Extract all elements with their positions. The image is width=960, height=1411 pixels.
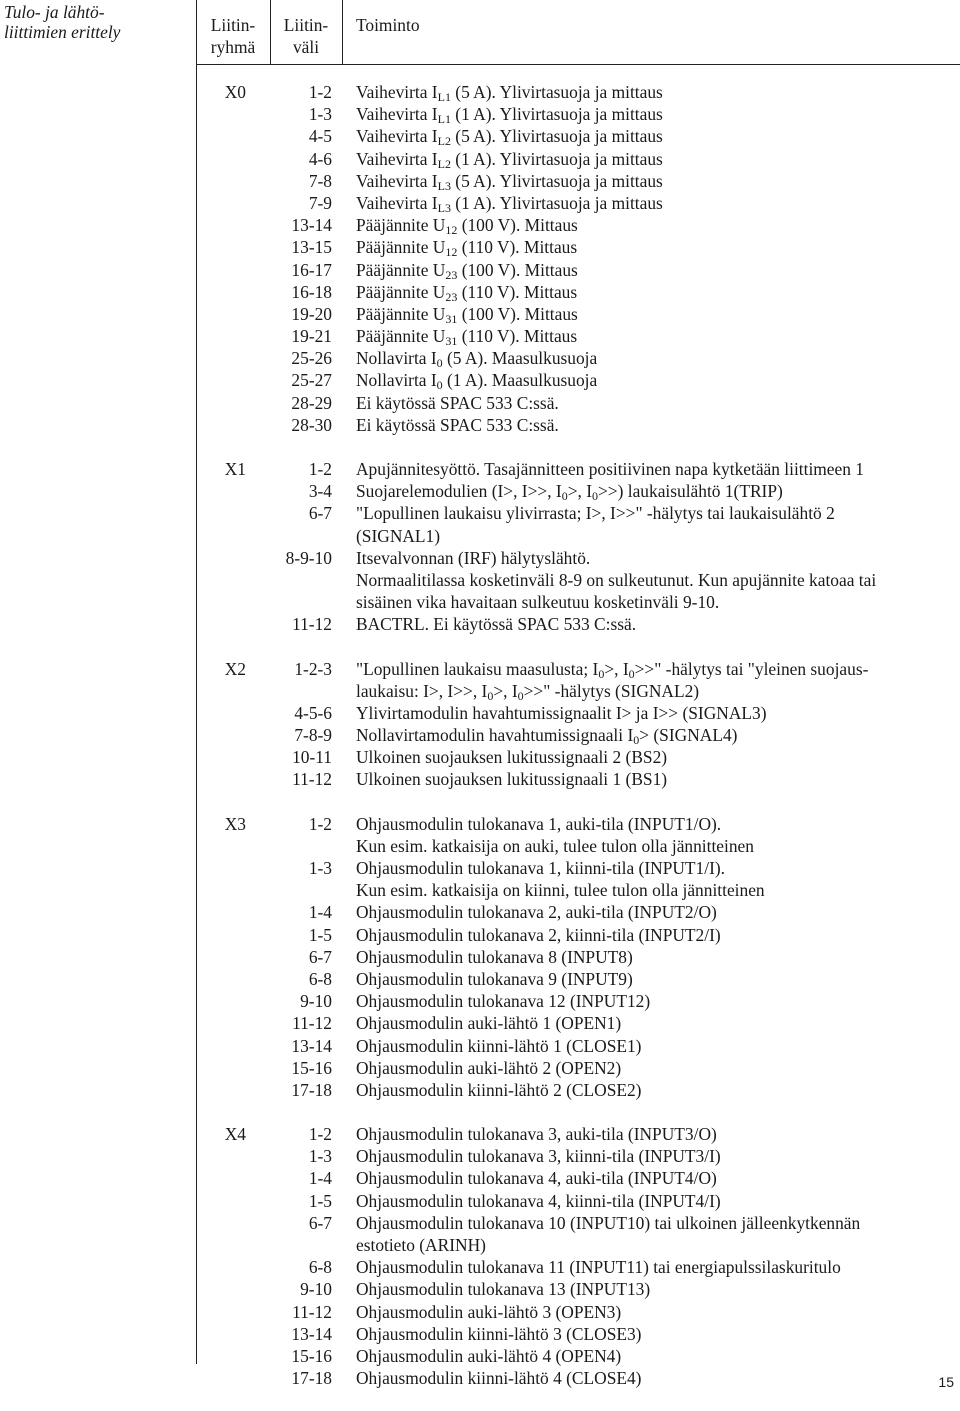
table-row (0, 613, 960, 635)
terminal-function: laukaisu: I>, I>>, $I_0>$, $I_0>>$" -hälytys (SIGNAL2) (356, 680, 700, 703)
terminal-function: Nollavirtamodulin havahtumissignaali $I_0>$ (SIGNAL4) (356, 725, 738, 748)
terminal-function: Pääjännite $U_{23}$ (100 V). Mittaus (356, 259, 578, 282)
table-row (0, 525, 960, 547)
table-row (0, 1079, 960, 1101)
terminal-function: Ohjausmodulin tulokanava 8 (INPUT8) (356, 946, 633, 967)
table-row (0, 746, 960, 768)
terminal-range: 8-9-10 (285, 547, 332, 568)
terminal-function: Kun esim. katkaisija on auki, tulee tulon olla jännitteinen (356, 835, 754, 856)
terminal-range: 1-3 (308, 104, 332, 125)
terminal-function: Ohjausmodulin tulokanava 10 (INPUT10) tai ulkoinen jälleenkytkennän (356, 1212, 861, 1233)
terminal-function: Vaihevirta $I_{L3}$ (5 A). Ylivirtasuoja ja mittaus (356, 170, 663, 193)
terminal-function: estotieto (ARINH) (356, 1235, 486, 1255)
terminal-function: Vaihevirta $I_{L1}$ (1 A). Ylivirtasuoja ja mittaus (356, 104, 663, 127)
terminal-range: 13-14 (291, 215, 332, 236)
terminal-function: Ohjausmodulin auki-lähtö 1 (OPEN1) (356, 1013, 622, 1034)
terminal-function: Ohjausmodulin auki-lähtö 3 (OPEN3) (356, 1301, 622, 1322)
header-text: Liitin- (283, 15, 329, 35)
table-row (0, 702, 960, 724)
terminal-function: Ohjausmodulin tulokanava 1, auki-tila (INPUT1/O). (356, 813, 722, 834)
terminal-range: 1-2 (308, 459, 332, 479)
header-terminal-range (270, 14, 342, 58)
table-row (0, 369, 960, 391)
terminal-function: Ohjausmodulin tulokanava 4, kiinni-tila (INPUT4/I) (356, 1190, 721, 1211)
terminal-range: 13-14 (291, 1323, 332, 1344)
table-row (0, 125, 960, 147)
terminal-function: "Lopullinen laukaisu ylivirrasta; I>, I>>" -hälytys tai laukaisulähtö 2 (356, 503, 835, 524)
terminal-range: 11-12 (292, 1013, 332, 1034)
table-row (0, 480, 960, 502)
terminal-function: Vaihevirta $I_{L1}$ (5 A). Ylivirtasuoja ja mittaus (356, 82, 663, 104)
table-row (0, 281, 960, 303)
terminal-range: 7-8-9 (294, 725, 332, 746)
table-row (0, 1145, 960, 1167)
terminal-function: Suojarelemodulien (I>, I>>, $I_0>$, $I_0>>$) laukaisulähtö 1(TRIP) (356, 481, 783, 504)
terminal-range: 19-20 (291, 303, 332, 324)
table-row (0, 458, 960, 480)
header-divider-2 (342, 0, 343, 64)
terminal-table-body (0, 81, 960, 1411)
terminal-range: 6-7 (308, 503, 332, 524)
terminal-range: 1-2 (308, 82, 332, 102)
table-row (0, 303, 960, 325)
terminal-range: 1-2 (308, 1124, 332, 1145)
terminal-function: Normaalitilassa kosketinväli 8-9 on sulkeutunut. Kun apujännite katoaa tai (356, 569, 877, 590)
terminal-range: 6-7 (308, 1212, 332, 1233)
terminal-range: 9-10 (300, 1279, 332, 1300)
terminal-function: Nollavirta $I_0$ (1 A). Maasulkusuoja (356, 370, 598, 393)
terminal-function: Ulkoinen suojauksen lukitussignaali 2 (BS2) (356, 747, 668, 768)
terminal-range: 4-5-6 (294, 702, 332, 723)
terminal-range: 1-2-3 (294, 658, 332, 679)
table-row (0, 901, 960, 923)
table-row (0, 990, 960, 1012)
terminal-group-label: X2 (224, 658, 246, 679)
table-row (0, 236, 960, 258)
terminal-function: Ohjausmodulin tulokanava 12 (INPUT12) (356, 991, 651, 1012)
terminal-range: 1-2 (308, 813, 332, 834)
table-row (0, 414, 960, 436)
terminal-function: Ei käytössä SPAC 533 C:ssä. (356, 392, 559, 413)
table-row (0, 1323, 960, 1345)
table-row (0, 1367, 960, 1389)
terminal-function: Ei käytössä SPAC 533 C:ssä. (356, 414, 559, 435)
terminal-range: 13-14 (291, 1035, 332, 1056)
terminal-range: 16-18 (291, 281, 332, 302)
header-text: väli (292, 37, 320, 57)
terminal-range: 25-26 (291, 348, 332, 369)
terminal-function: Ohjausmodulin tulokanava 3, kiinni-tila (INPUT3/I) (356, 1146, 721, 1167)
terminal-range: 3-4 (308, 481, 332, 502)
table-row (0, 502, 960, 524)
table-row (0, 103, 960, 125)
terminal-range: 17-18 (291, 1079, 332, 1100)
terminal-function: Ohjausmodulin tulokanava 2, kiinni-tila (INPUT2/I) (356, 924, 721, 945)
terminal-range: 9-10 (300, 991, 332, 1012)
terminal-function: Ohjausmodulin auki-lähtö 4 (OPEN4) (356, 1345, 622, 1366)
terminal-range: 4-6 (308, 148, 332, 169)
terminal-function: Apujännitesyöttö. Tasajännitteen positiivinen napa kytketään liittimeen 1 (356, 459, 864, 479)
terminal-function: Pääjännite $U_{31}$ (100 V). Mittaus (356, 303, 578, 326)
terminal-range: 11-12 (292, 1301, 332, 1322)
table-row (0, 946, 960, 968)
table-row (0, 1167, 960, 1189)
table-row (0, 658, 960, 680)
table-row (0, 879, 960, 901)
header-text: ryhmä (210, 37, 256, 57)
terminal-range: 15-16 (291, 1345, 332, 1366)
terminal-group-x1 (0, 458, 960, 636)
table-row (0, 81, 960, 103)
terminal-range: 11-12 (292, 769, 332, 790)
terminal-range: 6-7 (308, 946, 332, 967)
terminal-function: Ohjausmodulin kiinni-lähtö 2 (CLOSE2) (356, 1079, 642, 1100)
terminal-group-x2 (0, 658, 960, 791)
table-row (0, 1035, 960, 1057)
terminal-range: 10-11 (292, 747, 332, 768)
table-row (0, 1278, 960, 1300)
terminal-range: 17-18 (291, 1368, 332, 1389)
terminal-range: 13-15 (291, 237, 332, 258)
terminal-group-label: X4 (224, 1124, 246, 1145)
terminal-function: Ohjausmodulin tulokanava 9 (INPUT9) (356, 968, 633, 989)
terminal-function: Vaihevirta $I_{L2}$ (1 A). Ylivirtasuoja ja mittaus (356, 148, 663, 171)
terminal-range: 28-30 (291, 414, 332, 435)
table-row (0, 259, 960, 281)
table-row (0, 1012, 960, 1034)
table-row (0, 1057, 960, 1079)
table-row (0, 1212, 960, 1234)
terminal-range: 1-5 (308, 1190, 332, 1211)
terminal-range: 11-12 (292, 614, 332, 635)
table-row (0, 1256, 960, 1278)
terminal-function: Ylivirtamodulin havahtumissignaalit I> ja I>> (SIGNAL3) (356, 702, 767, 723)
terminal-function: BACTRL. Ei käytössä SPAC 533 C:ssä. (356, 614, 637, 635)
terminal-group-x4 (0, 1123, 960, 1389)
terminal-function: Pääjännite $U_{31}$ (110 V). Mittaus (356, 326, 578, 349)
terminal-range: 1-5 (308, 924, 332, 945)
table-row (0, 148, 960, 170)
terminal-function: Vaihevirta $I_{L2}$ (5 A). Ylivirtasuoja ja mittaus (356, 126, 663, 149)
header-bottom-rule (196, 64, 960, 65)
table-row (0, 1345, 960, 1367)
terminal-range: 15-16 (291, 1057, 332, 1078)
header-text: Liitin- (210, 15, 256, 35)
terminal-range: 16-17 (291, 259, 332, 280)
terminal-range: 28-29 (291, 392, 332, 413)
terminal-group-label: X0 (224, 82, 246, 102)
terminal-range: 7-9 (308, 192, 332, 213)
terminal-function: Pääjännite $U_{23}$ (110 V). Mittaus (356, 281, 578, 304)
section-title-line: Tulo- ja lähtö- (4, 2, 105, 22)
terminal-function: Ohjausmodulin tulokanava 11 (INPUT11) tai energiapulssilaskuritulo (356, 1257, 841, 1278)
terminal-function: Ohjausmodulin tulokanava 2, auki-tila (INPUT2/O) (356, 902, 717, 923)
terminal-group-label: X3 (224, 813, 246, 834)
table-row (0, 857, 960, 879)
terminal-function: (SIGNAL1) (356, 525, 441, 546)
table-row (0, 1190, 960, 1212)
terminal-range: 1-3 (308, 1146, 332, 1167)
terminal-function: Ulkoinen suojauksen lukitussignaali 1 (BS1) (356, 769, 668, 790)
table-row (0, 392, 960, 414)
terminal-function: Ohjausmodulin kiinni-lähtö 3 (CLOSE3) (356, 1323, 642, 1344)
table-row (0, 170, 960, 192)
terminal-group-x0 (0, 81, 960, 436)
terminal-function: Ohjausmodulin kiinni-lähtö 1 (CLOSE1) (356, 1035, 642, 1056)
table-row (0, 1123, 960, 1145)
table-row (0, 1301, 960, 1323)
terminal-function: Ohjausmodulin tulokanava 3, auki-tila (INPUT3/O) (356, 1124, 717, 1145)
terminal-range: 1-4 (308, 1168, 332, 1189)
table-row (0, 968, 960, 990)
terminal-function: Kun esim. katkaisija on kiinni, tulee tulon olla jännitteinen (356, 880, 765, 901)
table-row (0, 569, 960, 591)
terminal-function: Pääjännite $U_{12}$ (100 V). Mittaus (356, 215, 578, 238)
terminal-function: "Lopullinen laukaisu maasulusta; $I_0>$, $I_0>>$" -hälytys tai "yleinen suojaus- (356, 658, 869, 681)
terminal-range: 6-8 (308, 1257, 332, 1278)
terminal-function: Ohjausmodulin tulokanava 1, kiinni-tila (INPUT1/I). (356, 858, 726, 878)
table-row (0, 325, 960, 347)
terminal-function: Ohjausmodulin tulokanava 13 (INPUT13) (356, 1279, 651, 1300)
terminal-group-x3 (0, 813, 960, 1101)
table-row (0, 214, 960, 236)
terminal-range: 19-21 (291, 326, 332, 347)
terminal-range: 1-3 (308, 858, 332, 878)
table-row (0, 835, 960, 857)
terminal-function: sisäinen vika havaitaan sulkeutuu kosketinväli 9-10. (356, 592, 720, 613)
table-row (0, 591, 960, 613)
terminal-function: Ohjausmodulin kiinni-lähtö 4 (CLOSE4) (356, 1368, 642, 1389)
table-row (0, 768, 960, 790)
header-function: Toiminto (356, 15, 420, 35)
table-row (0, 1234, 960, 1256)
terminal-function: Ohjausmodulin auki-lähtö 2 (OPEN2) (356, 1057, 622, 1078)
table-row (0, 347, 960, 369)
terminal-group-label: X1 (224, 459, 246, 479)
terminal-range: 7-8 (308, 170, 332, 191)
page-number: 15 (938, 1374, 954, 1390)
terminal-function: Itsevalvonnan (IRF) hälytyslähtö. (356, 547, 591, 568)
terminal-function: Pääjännite $U_{12}$ (110 V). Mittaus (356, 237, 578, 260)
terminal-function: Vaihevirta $I_{L3}$ (1 A). Ylivirtasuoja ja mittaus (356, 192, 663, 215)
section-title-line: liittimien erittely (4, 22, 121, 42)
table-row (0, 924, 960, 946)
terminal-range: 1-4 (308, 902, 332, 923)
terminal-range: 25-27 (291, 370, 332, 391)
terminal-function: Nollavirta $I_0$ (5 A). Maasulkusuoja (356, 348, 598, 371)
table-row (0, 192, 960, 214)
table-row (0, 680, 960, 702)
header-terminal-group (196, 14, 270, 58)
terminal-function: Ohjausmodulin tulokanava 4, auki-tila (INPUT4/O) (356, 1168, 717, 1189)
terminal-range: 4-5 (308, 126, 332, 147)
table-row (0, 813, 960, 835)
table-row (0, 724, 960, 746)
section-title (4, 2, 146, 42)
terminal-range: 6-8 (308, 968, 332, 989)
table-row (0, 547, 960, 569)
